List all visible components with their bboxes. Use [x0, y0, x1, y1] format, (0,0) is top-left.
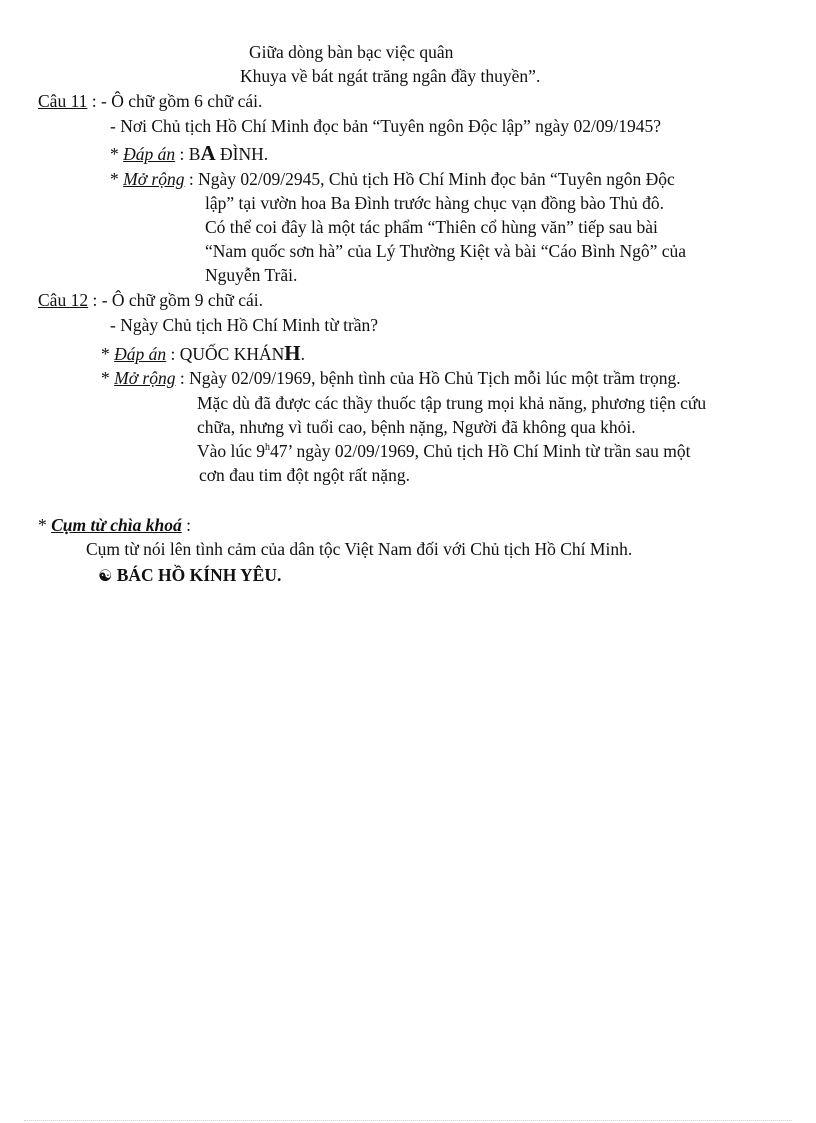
question-11-intro: : - Ô chữ gồm 6 chữ cái. [87, 91, 263, 111]
key-phrase-description: Cụm từ nói lên tình cảm của dân tộc Việt Nam đối với Chủ tịch Hồ Chí Minh. [86, 539, 633, 559]
answer-label: Đáp án [123, 144, 176, 164]
answer-label: Đáp án [114, 344, 167, 364]
question-12-intro: : - Ô chữ gồm 9 chữ cái. [88, 290, 264, 310]
yin-yang-icon: ☯ [98, 566, 113, 585]
answer-rest: ĐÌNH. [215, 144, 269, 164]
question-12-time-line [197, 439, 690, 463]
expand-label: Mở rộng [114, 368, 176, 388]
key-phrase-header [38, 513, 191, 537]
page-bottom-divider [24, 1120, 792, 1121]
answer-emphasis-letter: A [200, 141, 216, 165]
answer-rest: . [300, 344, 305, 364]
answer-bullet: * [101, 344, 115, 364]
question-11-expand-line-3: Có thể coi đây là một tác phẩm “Thiên cổ hùng văn” tiếp sau bài [205, 217, 658, 237]
question-12-text: - Ngày Chủ tịch Hồ Chí Minh từ trần? [110, 315, 379, 335]
answer-sep: : QUỐC KHÁN [166, 344, 285, 364]
time-prefix: Vào lúc 9 [197, 441, 266, 461]
answer-sep: : B [175, 144, 201, 164]
expand-bullet: * [101, 368, 115, 388]
time-rest: 47’ ngày 02/09/1969, Chủ tịch Hồ Chí Minh từ trần sau một [270, 441, 691, 461]
question-12-label: Câu 12 [38, 290, 89, 310]
expand-text: : Ngày 02/09/2945, Chủ tịch Hồ Chí Minh đọc bản “Tuyên ngôn Độc [184, 169, 675, 189]
question-11-header [38, 89, 262, 113]
question-12-expand-line-3: chữa, nhưng vì tuổi cao, bệnh nặng, Người đã không qua khỏi. [197, 417, 636, 437]
key-sep: : [181, 515, 191, 535]
question-11-expand-line-5: Nguyễn Trãi. [205, 265, 298, 285]
question-12-expand-line-1 [101, 366, 681, 390]
answer-emphasis-letter: H [284, 341, 301, 365]
question-11-expand-line-1 [110, 167, 675, 191]
expand-bullet: * [110, 169, 124, 189]
question-12-answer [101, 341, 305, 366]
key-bullet: * [38, 515, 52, 535]
question-11-text: - Nơi Chủ tịch Hồ Chí Minh đọc bản “Tuyên ngôn Độc lập” ngày 02/09/1945? [110, 116, 662, 136]
question-12-header [38, 288, 263, 312]
key-phrase-answer [98, 563, 281, 588]
poem-line-1: Giữa dòng bàn bạc việc quân [249, 42, 454, 62]
key-phrase-label: Cụm từ chìa khoá [51, 515, 182, 535]
question-11-expand-line-4: “Nam quốc sơn hà” của Lý Thường Kiệt và bài “Cáo Bình Ngô” của [205, 241, 687, 261]
question-11-answer [110, 141, 268, 166]
question-12-expand-line-2: Mặc dù đã được các thầy thuốc tập trung mọi khả năng, phương tiện cứu [197, 393, 707, 413]
question-11-expand-line-2: lập” tại vườn hoa Ba Đình trước hàng chục vạn đồng bào Thủ đô. [205, 193, 664, 213]
expand-label: Mở rộng [123, 169, 185, 189]
expand-text: : Ngày 02/09/1969, bệnh tình của Hồ Chủ Tịch mỗi lúc một trầm trọng. [175, 368, 681, 388]
question-12-last-line: cơn đau tim đột ngột rất nặng. [199, 465, 410, 485]
question-11-label: Câu 11 [38, 91, 88, 111]
poem-line-2: Khuya về bát ngát trăng ngân đầy thuyền”. [240, 66, 541, 86]
time-superscript: h [265, 442, 271, 454]
key-answer-text: BÁC HỒ KÍNH YÊU. [112, 565, 282, 585]
answer-bullet: * [110, 144, 124, 164]
